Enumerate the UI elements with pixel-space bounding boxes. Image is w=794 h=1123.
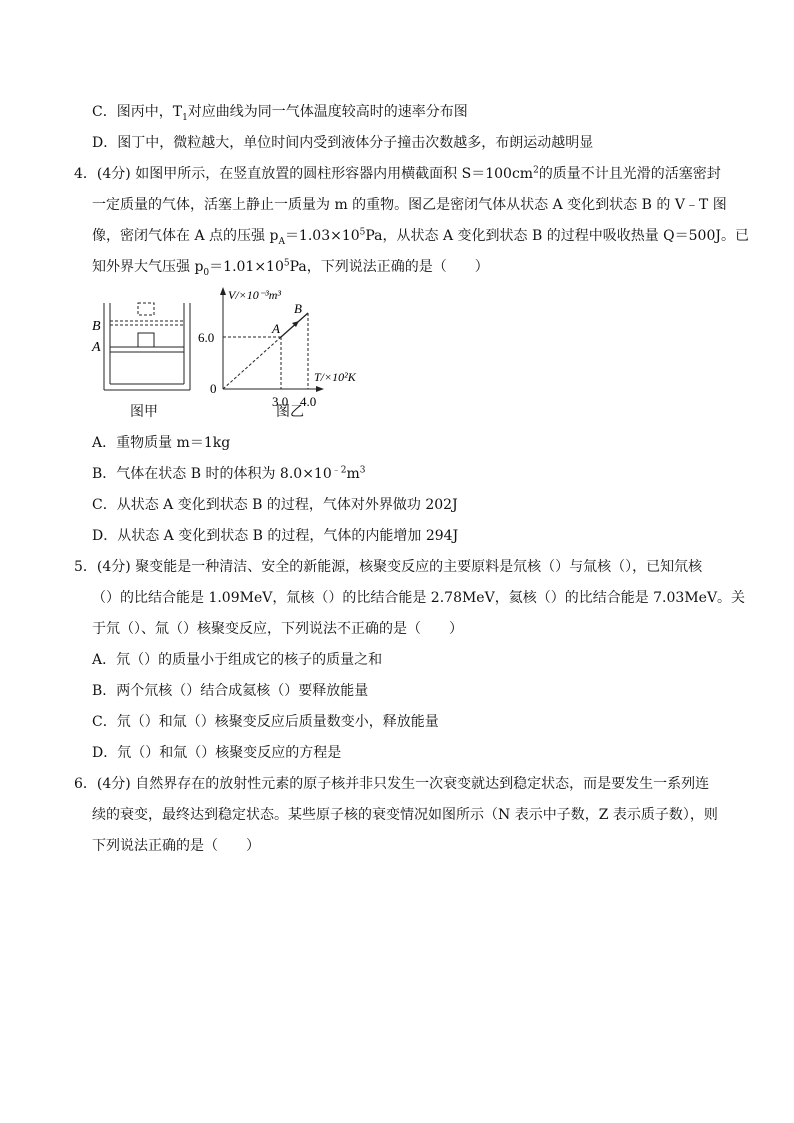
q6-line-3: 下列说法正确的是（ ） [92, 838, 260, 854]
q4-option-a: A．重物质量 m＝1kg [92, 435, 231, 451]
q4-line-1: 4．(4分) 如图甲所示，在竖直放置的圆柱形容器内用横截面积 $S=100cm^2$的质量不计且光滑的活塞密封 [74, 165, 721, 182]
label-a: A [92, 340, 101, 355]
x-tick-4: 4.0 [300, 394, 317, 409]
q4-option-c: C．从状态 A 变化到状态 B 的过程，气体对外界做功 202J [92, 497, 458, 513]
x-axis-label: T/×10²K [314, 370, 356, 384]
q5-option-c: C．氘（）和氚（）核聚变反应后质量数变小，释放能量 [92, 714, 439, 730]
q5-line-2: （）的比结合能是 1.09MeV，氚核（）的比结合能是 2.78MeV，氦核（）的比结合能是 7.03MeV。关 [92, 590, 746, 606]
caption-yi: 图乙 [276, 404, 304, 420]
q5-option-a: A．氘（）的质量小于组成它的核子的质量之和 [92, 652, 383, 668]
origin-dashed-line [223, 337, 281, 389]
y-tick-6: 6.0 [198, 330, 215, 345]
option-c-q3: C．图丙中，$T_1$对应曲线为同一气体温度较高时的速率分布图 [92, 104, 468, 123]
y-axis-label: V/×10⁻³m³ [228, 288, 281, 302]
point-a-label: A [272, 321, 280, 336]
q6-line-2: 续的衰变，最终达到稳定状态。某些原子核的衰变情况如图所示（N 表示中子数，Z 表示质子数），则 [92, 807, 718, 823]
option-d-q3: D．图丁中，微粒越大，单位时间内受到液体分子撞击次数越多，布朗运动越明显 [92, 135, 594, 151]
x-axis-arrow [316, 386, 324, 392]
q5-line-3: 于氘（）、氚（）核聚变反应，下列说法不正确的是（ ） [92, 621, 463, 637]
q5-option-b: B．两个氘核（）结合成氦核（）要释放能量 [92, 683, 369, 699]
q4-option-d: D．从状态 A 变化到状态 B 的过程，气体的内能增加 294J [92, 528, 459, 544]
point-b-label: B [294, 301, 302, 316]
caption-jia: 图甲 [130, 404, 158, 420]
weight-dashed [138, 303, 154, 315]
q5-option-d: D．氘（）和氚（）核聚变反应的方程是 [92, 745, 342, 761]
q4-option-b: B．气体在状态 B 时的体积为 $8.0\times 10^{﹣2}m^3$ [92, 465, 366, 482]
q4-figures [88, 285, 388, 425]
y-axis-arrow [220, 287, 226, 295]
q4-line-2: 一定质量的气体，活塞上静止一质量为 m 的重物。图乙是密闭气体从状态 A 变化到状态 B 的 V﹣T 图 [92, 197, 727, 213]
origin-label: 0 [210, 381, 217, 396]
x-tick-3: 3.0 [272, 394, 289, 409]
weight-box [138, 333, 154, 347]
q4-line-3: 像，密闭气体在 A 点的压强 $p_A=1.03\times 10^5Pa$，从状态 A 变化到状态 B 的过程中吸收热量 Q＝500J。已 [92, 227, 749, 247]
q5-line-1: 5．(4分) 聚变能是一种清洁、安全的新能源，核聚变反应的主要原料是氘核（）与氚核（），已知氘核 [74, 559, 703, 575]
q4-line-4: 知外界大气压强 $p_0=1.01\times 10^5Pa$，下列说法正确的是（ ） [92, 258, 489, 278]
label-b: B [92, 319, 101, 334]
q6-line-1: 6．(4分) 自然界存在的放射性元素的原子核并非只发生一次衰变就达到稳定状态，而是要发生一系列连 [74, 776, 710, 792]
